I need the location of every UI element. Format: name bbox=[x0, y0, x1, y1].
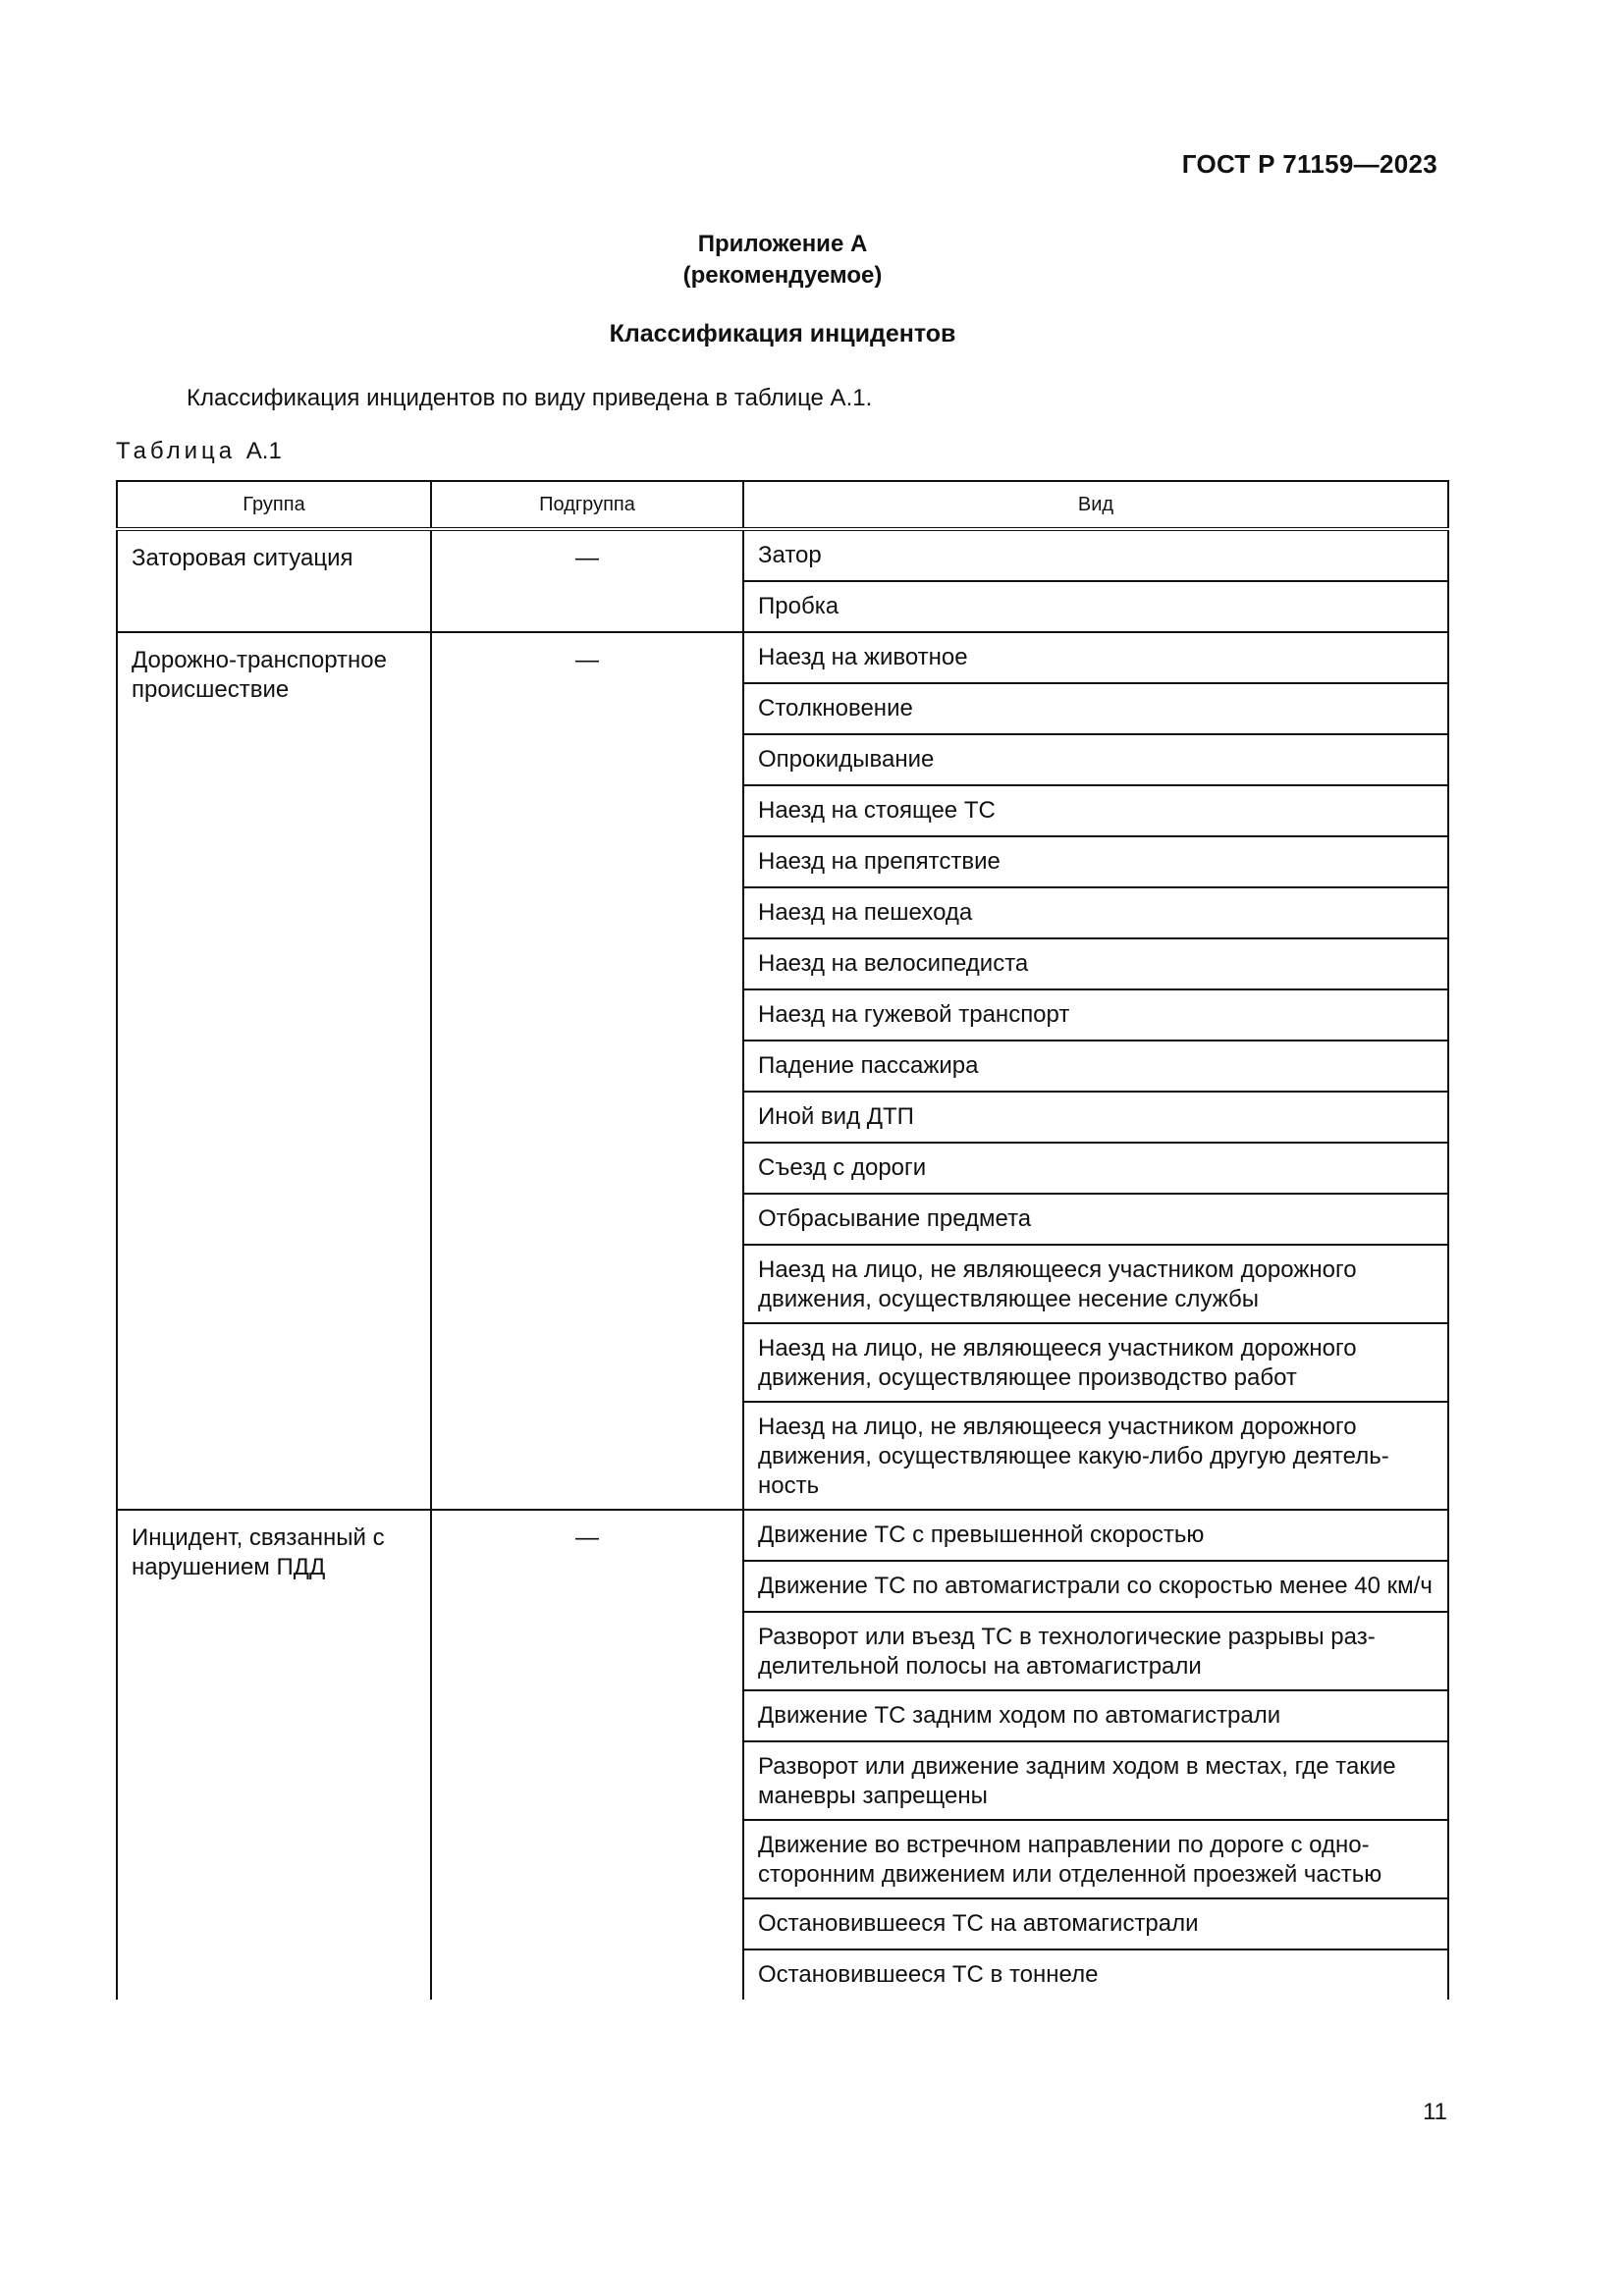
subgroup-cell: — bbox=[431, 529, 743, 632]
kind-cell: Иной вид ДТП bbox=[743, 1092, 1448, 1143]
subgroup-cell: — bbox=[431, 1510, 743, 2000]
kind-cell: Наезд на пешехода bbox=[743, 887, 1448, 938]
kind-cell: Наезд на препятствие bbox=[743, 836, 1448, 887]
table-caption-word: Таблица bbox=[116, 438, 237, 464]
column-header-subgroup: Подгруппа bbox=[431, 481, 743, 529]
kind-cell: Разворот или въезд ТС в технологические разрывы разделительной полосы на автомагистрали bbox=[743, 1612, 1448, 1690]
section-title: Классификация инцидентов bbox=[609, 320, 956, 347]
incident-classification-table bbox=[116, 480, 1449, 2000]
kind-cell: Движение во встречном направлении по дороге с односторонним движением или отделенной проезжей частью bbox=[743, 1820, 1448, 1898]
kind-cell: Затор bbox=[743, 529, 1448, 581]
table-header-row bbox=[117, 481, 1448, 529]
appendix-status: (рекомендуемое) bbox=[682, 262, 883, 289]
kind-cell: Наезд на животное bbox=[743, 632, 1448, 683]
kind-cell: Съезд с дороги bbox=[743, 1143, 1448, 1194]
kind-cell: Движение ТС задним ходом по автомагистрали bbox=[743, 1690, 1448, 1741]
kind-cell: Падение пассажира bbox=[743, 1041, 1448, 1092]
table-body bbox=[117, 529, 1448, 2000]
kind-cell: Наезд на велосипедиста bbox=[743, 938, 1448, 989]
table-caption-number: А.1 bbox=[245, 438, 282, 464]
group-cell: Дорожно-транспортное происшествие bbox=[117, 632, 431, 1510]
intro-paragraph: Классификация инцидентов по виду приведена в таблице А.1. bbox=[187, 385, 873, 411]
appendix-heading bbox=[0, 229, 1565, 292]
table-row bbox=[117, 529, 1448, 581]
kind-cell: Движение ТС с превышенной скоростью bbox=[743, 1510, 1448, 1561]
kind-cell: Опрокидывание bbox=[743, 734, 1448, 785]
kind-cell: Остановившееся ТС в тоннеле bbox=[743, 1949, 1448, 2000]
kind-cell: Наезд на стоящее ТС bbox=[743, 785, 1448, 836]
kind-cell: Наезд на лицо, не являющееся участником дорожного движения, осуществляющее несение службы bbox=[743, 1245, 1448, 1323]
column-header-group: Группа bbox=[117, 481, 431, 529]
document-code: ГОСТ Р 71159—2023 bbox=[1181, 149, 1437, 179]
group-cell: Заторовая ситуация bbox=[117, 529, 431, 632]
table-caption bbox=[116, 438, 282, 465]
group-cell: Инцидент, связанный с нарушением ПДД bbox=[117, 1510, 431, 2000]
kind-cell: Движение ТС по автомагистрали со скоростью менее 40 км/ч bbox=[743, 1561, 1448, 1612]
subgroup-cell: — bbox=[431, 632, 743, 1510]
kind-cell: Столкновение bbox=[743, 683, 1448, 734]
kind-cell: Остановившееся ТС на автомагистрали bbox=[743, 1898, 1448, 1949]
column-header-kind: Вид bbox=[743, 481, 1448, 529]
kind-cell: Отбрасывание предмета bbox=[743, 1194, 1448, 1245]
appendix-title: Приложение А bbox=[697, 231, 868, 257]
kind-cell: Наезд на лицо, не являющееся участником дорожного движения, осуществляющее какую-либо другую деятельность bbox=[743, 1402, 1448, 1510]
table-row bbox=[117, 1510, 1448, 1561]
table-row bbox=[117, 632, 1448, 683]
kind-cell: Пробка bbox=[743, 581, 1448, 632]
kind-cell: Разворот или движение задним ходом в местах, где такие маневры запрещены bbox=[743, 1741, 1448, 1820]
kind-cell: Наезд на лицо, не являющееся участником дорожного движения, осуществляющее производство работ bbox=[743, 1323, 1448, 1402]
kind-cell: Наезд на гужевой транспорт bbox=[743, 989, 1448, 1041]
page-number: 11 bbox=[1423, 2099, 1447, 2125]
